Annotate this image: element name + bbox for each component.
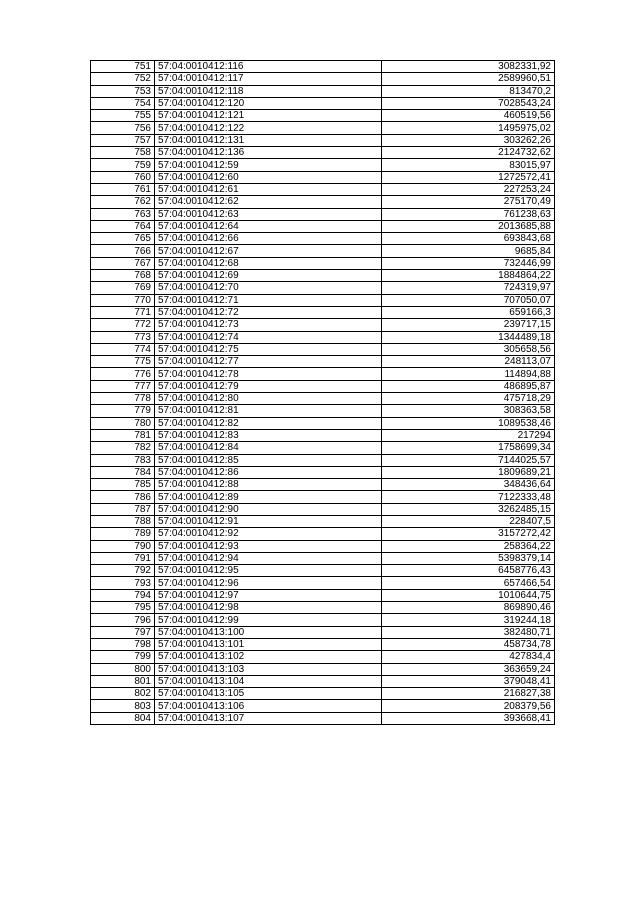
cadastral-value-cell: 475718,29 — [382, 393, 555, 405]
table-row — [91, 393, 555, 405]
table-row — [91, 61, 555, 73]
table-row — [91, 319, 555, 331]
cadastral-value-cell: 724319,97 — [382, 282, 555, 294]
table-row — [91, 626, 555, 638]
table-row — [91, 405, 555, 417]
cadastral-number-cell: 57:04:0010412:67 — [155, 245, 382, 257]
row-number-cell: 755 — [91, 110, 155, 122]
row-number-cell: 780 — [91, 417, 155, 429]
row-number-cell: 763 — [91, 208, 155, 220]
row-number-cell: 786 — [91, 491, 155, 503]
table-row — [91, 602, 555, 614]
row-number-cell: 776 — [91, 368, 155, 380]
table-row — [91, 171, 555, 183]
row-number-cell: 752 — [91, 73, 155, 85]
row-number-cell: 803 — [91, 700, 155, 712]
row-number-cell: 758 — [91, 147, 155, 159]
cadastral-number-cell: 57:04:0010412:81 — [155, 405, 382, 417]
row-number-cell: 756 — [91, 122, 155, 134]
cadastral-value-cell: 3262485,15 — [382, 503, 555, 515]
row-number-cell: 782 — [91, 442, 155, 454]
cadastral-number-cell: 57:04:0010412:79 — [155, 380, 382, 392]
row-number-cell: 775 — [91, 356, 155, 368]
table-row — [91, 651, 555, 663]
cadastral-value-cell: 869890,46 — [382, 602, 555, 614]
cadastral-number-cell: 57:04:0010412:120 — [155, 97, 382, 109]
cadastral-number-cell: 57:04:0010412:92 — [155, 528, 382, 540]
table-row — [91, 503, 555, 515]
table-row — [91, 515, 555, 527]
row-number-cell: 794 — [91, 589, 155, 601]
cadastral-number-cell: 57:04:0010412:86 — [155, 466, 382, 478]
row-number-cell: 770 — [91, 294, 155, 306]
cadastral-number-cell: 57:04:0010412:82 — [155, 417, 382, 429]
row-number-cell: 772 — [91, 319, 155, 331]
cadastral-number-cell: 57:04:0010412:131 — [155, 134, 382, 146]
cadastral-number-cell: 57:04:0010412:136 — [155, 147, 382, 159]
table-row — [91, 663, 555, 675]
row-number-cell: 799 — [91, 651, 155, 663]
table-row — [91, 122, 555, 134]
cadastral-value-cell: 761238,63 — [382, 208, 555, 220]
cadastral-value-cell: 1758699,34 — [382, 442, 555, 454]
row-number-cell: 789 — [91, 528, 155, 540]
table-row — [91, 220, 555, 232]
cadastral-number-cell: 57:04:0010412:64 — [155, 220, 382, 232]
cadastral-number-cell: 57:04:0010413:107 — [155, 712, 382, 724]
row-number-cell: 760 — [91, 171, 155, 183]
cadastral-value-cell: 732446,99 — [382, 257, 555, 269]
cadastral-number-cell: 57:04:0010412:84 — [155, 442, 382, 454]
table-row — [91, 380, 555, 392]
row-number-cell: 751 — [91, 61, 155, 73]
cadastral-value-cell: 1344489,18 — [382, 331, 555, 343]
cadastral-number-cell: 57:04:0010412:68 — [155, 257, 382, 269]
table-row — [91, 552, 555, 564]
cadastral-number-cell: 57:04:0010412:69 — [155, 270, 382, 282]
row-number-cell: 778 — [91, 393, 155, 405]
cadastral-number-cell: 57:04:0010412:98 — [155, 602, 382, 614]
cadastral-number-cell: 57:04:0010412:116 — [155, 61, 382, 73]
cadastral-value-cell: 659166,3 — [382, 306, 555, 318]
table-row — [91, 245, 555, 257]
table-row — [91, 528, 555, 540]
cadastral-value-cell: 83015,97 — [382, 159, 555, 171]
cadastral-value-cell: 382480,71 — [382, 626, 555, 638]
cadastral-number-cell: 57:04:0010412:118 — [155, 85, 382, 97]
cadastral-number-cell: 57:04:0010412:117 — [155, 73, 382, 85]
cadastral-value-cell: 1495975,02 — [382, 122, 555, 134]
cadastral-number-cell: 57:04:0010412:99 — [155, 614, 382, 626]
cadastral-value-cell: 1272572,41 — [382, 171, 555, 183]
row-number-cell: 785 — [91, 479, 155, 491]
cadastral-value-cell: 208379,56 — [382, 700, 555, 712]
row-number-cell: 767 — [91, 257, 155, 269]
row-number-cell: 777 — [91, 380, 155, 392]
row-number-cell: 795 — [91, 602, 155, 614]
row-number-cell: 802 — [91, 688, 155, 700]
cadastral-value-cell: 1809689,21 — [382, 466, 555, 478]
table-row — [91, 343, 555, 355]
row-number-cell: 792 — [91, 565, 155, 577]
cadastral-number-cell: 57:04:0010413:101 — [155, 638, 382, 650]
cadastral-number-cell: 57:04:0010412:88 — [155, 479, 382, 491]
table-row — [91, 306, 555, 318]
table-row — [91, 577, 555, 589]
cadastral-value-cell: 2589960,51 — [382, 73, 555, 85]
table-row — [91, 479, 555, 491]
cadastral-value-cell: 693843,68 — [382, 233, 555, 245]
table-row — [91, 417, 555, 429]
cadastral-value-cell: 1010644,75 — [382, 589, 555, 601]
cadastral-value-cell: 7144025,57 — [382, 454, 555, 466]
cadastral-value-cell: 7028543,24 — [382, 97, 555, 109]
cadastral-number-cell: 57:04:0010413:102 — [155, 651, 382, 663]
table-row — [91, 454, 555, 466]
table-row — [91, 565, 555, 577]
cadastral-number-cell: 57:04:0010412:122 — [155, 122, 382, 134]
cadastral-value-cell: 217294 — [382, 429, 555, 441]
cadastral-number-cell: 57:04:0010412:89 — [155, 491, 382, 503]
row-number-cell: 800 — [91, 663, 155, 675]
table-row — [91, 257, 555, 269]
cadastral-number-cell: 57:04:0010412:71 — [155, 294, 382, 306]
table-row — [91, 147, 555, 159]
cadastral-value-cell: 348436,64 — [382, 479, 555, 491]
cadastral-number-cell: 57:04:0010412:93 — [155, 540, 382, 552]
cadastral-number-cell: 57:04:0010412:74 — [155, 331, 382, 343]
cadastral-value-cell: 707050,07 — [382, 294, 555, 306]
row-number-cell: 769 — [91, 282, 155, 294]
table-row — [91, 675, 555, 687]
table-row — [91, 700, 555, 712]
table-row — [91, 442, 555, 454]
table-row — [91, 85, 555, 97]
cadastral-value-cell: 6458776,43 — [382, 565, 555, 577]
cadastral-number-cell: 57:04:0010412:62 — [155, 196, 382, 208]
cadastral-number-cell: 57:04:0010412:97 — [155, 589, 382, 601]
cadastral-value-cell: 216827,38 — [382, 688, 555, 700]
table-row — [91, 282, 555, 294]
table-row — [91, 270, 555, 282]
row-number-cell: 764 — [91, 220, 155, 232]
row-number-cell: 768 — [91, 270, 155, 282]
table-row — [91, 208, 555, 220]
row-number-cell: 798 — [91, 638, 155, 650]
cadastral-value-cell: 458734,78 — [382, 638, 555, 650]
cadastral-value-cell: 486895,87 — [382, 380, 555, 392]
cadastral-value-cell: 227253,24 — [382, 183, 555, 195]
cadastral-number-cell: 57:04:0010412:73 — [155, 319, 382, 331]
cadastral-number-cell: 57:04:0010412:83 — [155, 429, 382, 441]
row-number-cell: 801 — [91, 675, 155, 687]
cadastral-number-cell: 57:04:0010412:77 — [155, 356, 382, 368]
row-number-cell: 766 — [91, 245, 155, 257]
table-row — [91, 183, 555, 195]
cadastral-value-cell: 460519,56 — [382, 110, 555, 122]
row-number-cell: 765 — [91, 233, 155, 245]
cadastral-number-cell: 57:04:0010412:63 — [155, 208, 382, 220]
row-number-cell: 793 — [91, 577, 155, 589]
cadastral-value-cell: 305658,56 — [382, 343, 555, 355]
cadastral-number-cell: 57:04:0010413:104 — [155, 675, 382, 687]
cadastral-number-cell: 57:04:0010412:60 — [155, 171, 382, 183]
cadastral-number-cell: 57:04:0010412:80 — [155, 393, 382, 405]
cadastral-value-cell: 363659,24 — [382, 663, 555, 675]
cadastral-value-table — [90, 60, 555, 725]
cadastral-value-cell: 239717,15 — [382, 319, 555, 331]
row-number-cell: 757 — [91, 134, 155, 146]
cadastral-number-cell: 57:04:0010412:121 — [155, 110, 382, 122]
cadastral-value-cell: 9685,84 — [382, 245, 555, 257]
cadastral-value-cell: 7122333,48 — [382, 491, 555, 503]
row-number-cell: 754 — [91, 97, 155, 109]
table-row — [91, 638, 555, 650]
cadastral-number-cell: 57:04:0010413:106 — [155, 700, 382, 712]
row-number-cell: 771 — [91, 306, 155, 318]
cadastral-number-cell: 57:04:0010413:105 — [155, 688, 382, 700]
table-row — [91, 589, 555, 601]
row-number-cell: 790 — [91, 540, 155, 552]
cadastral-value-cell: 258364,22 — [382, 540, 555, 552]
cadastral-value-cell: 427834,4 — [382, 651, 555, 663]
row-number-cell: 762 — [91, 196, 155, 208]
table-row — [91, 73, 555, 85]
cadastral-number-cell: 57:04:0010412:90 — [155, 503, 382, 515]
cadastral-value-cell: 393668,41 — [382, 712, 555, 724]
cadastral-value-cell: 228407,5 — [382, 515, 555, 527]
row-number-cell: 804 — [91, 712, 155, 724]
row-number-cell: 773 — [91, 331, 155, 343]
cadastral-value-cell: 657466,54 — [382, 577, 555, 589]
table-row — [91, 110, 555, 122]
cadastral-value-cell: 319244,18 — [382, 614, 555, 626]
cadastral-number-cell: 57:04:0010412:66 — [155, 233, 382, 245]
cadastral-value-cell: 1884864,22 — [382, 270, 555, 282]
row-number-cell: 761 — [91, 183, 155, 195]
cadastral-value-cell: 2013685,88 — [382, 220, 555, 232]
cadastral-value-cell: 379048,41 — [382, 675, 555, 687]
row-number-cell: 791 — [91, 552, 155, 564]
table-row — [91, 294, 555, 306]
row-number-cell: 784 — [91, 466, 155, 478]
row-number-cell: 796 — [91, 614, 155, 626]
row-number-cell: 797 — [91, 626, 155, 638]
row-number-cell: 788 — [91, 515, 155, 527]
table-row — [91, 466, 555, 478]
cadastral-number-cell: 57:04:0010412:75 — [155, 343, 382, 355]
cadastral-value-cell: 2124732,62 — [382, 147, 555, 159]
cadastral-value-cell: 248113,07 — [382, 356, 555, 368]
cadastral-number-cell: 57:04:0010412:70 — [155, 282, 382, 294]
cadastral-number-cell: 57:04:0010412:94 — [155, 552, 382, 564]
table-row — [91, 233, 555, 245]
table-row — [91, 540, 555, 552]
cadastral-number-cell: 57:04:0010413:100 — [155, 626, 382, 638]
cadastral-number-cell: 57:04:0010412:96 — [155, 577, 382, 589]
cadastral-number-cell: 57:04:0010412:78 — [155, 368, 382, 380]
cadastral-value-cell: 5398379,14 — [382, 552, 555, 564]
table-row — [91, 429, 555, 441]
cadastral-value-cell: 1089538,46 — [382, 417, 555, 429]
table-row — [91, 196, 555, 208]
cadastral-number-cell: 57:04:0010412:95 — [155, 565, 382, 577]
cadastral-value-cell: 3157272,42 — [382, 528, 555, 540]
row-number-cell: 774 — [91, 343, 155, 355]
cadastral-value-cell: 303262,26 — [382, 134, 555, 146]
table-row — [91, 331, 555, 343]
cadastral-number-cell: 57:04:0010412:59 — [155, 159, 382, 171]
table-row — [91, 688, 555, 700]
cadastral-number-cell: 57:04:0010412:91 — [155, 515, 382, 527]
cadastral-number-cell: 57:04:0010412:72 — [155, 306, 382, 318]
cadastral-value-cell: 308363,58 — [382, 405, 555, 417]
row-number-cell: 779 — [91, 405, 155, 417]
row-number-cell: 753 — [91, 85, 155, 97]
row-number-cell: 783 — [91, 454, 155, 466]
table-row — [91, 134, 555, 146]
row-number-cell: 759 — [91, 159, 155, 171]
row-number-cell: 781 — [91, 429, 155, 441]
cadastral-value-cell: 813470,2 — [382, 85, 555, 97]
cadastral-value-cell: 275170,49 — [382, 196, 555, 208]
cadastral-number-cell: 57:04:0010413:103 — [155, 663, 382, 675]
table-row — [91, 491, 555, 503]
cadastral-number-cell: 57:04:0010412:85 — [155, 454, 382, 466]
table-row — [91, 368, 555, 380]
table-row — [91, 97, 555, 109]
table-row — [91, 356, 555, 368]
table-row — [91, 159, 555, 171]
cadastral-number-cell: 57:04:0010412:61 — [155, 183, 382, 195]
table-body — [91, 61, 555, 725]
row-number-cell: 787 — [91, 503, 155, 515]
table-row — [91, 614, 555, 626]
table-row — [91, 712, 555, 724]
cadastral-value-cell: 114894,88 — [382, 368, 555, 380]
cadastral-value-cell: 3082331,92 — [382, 61, 555, 73]
